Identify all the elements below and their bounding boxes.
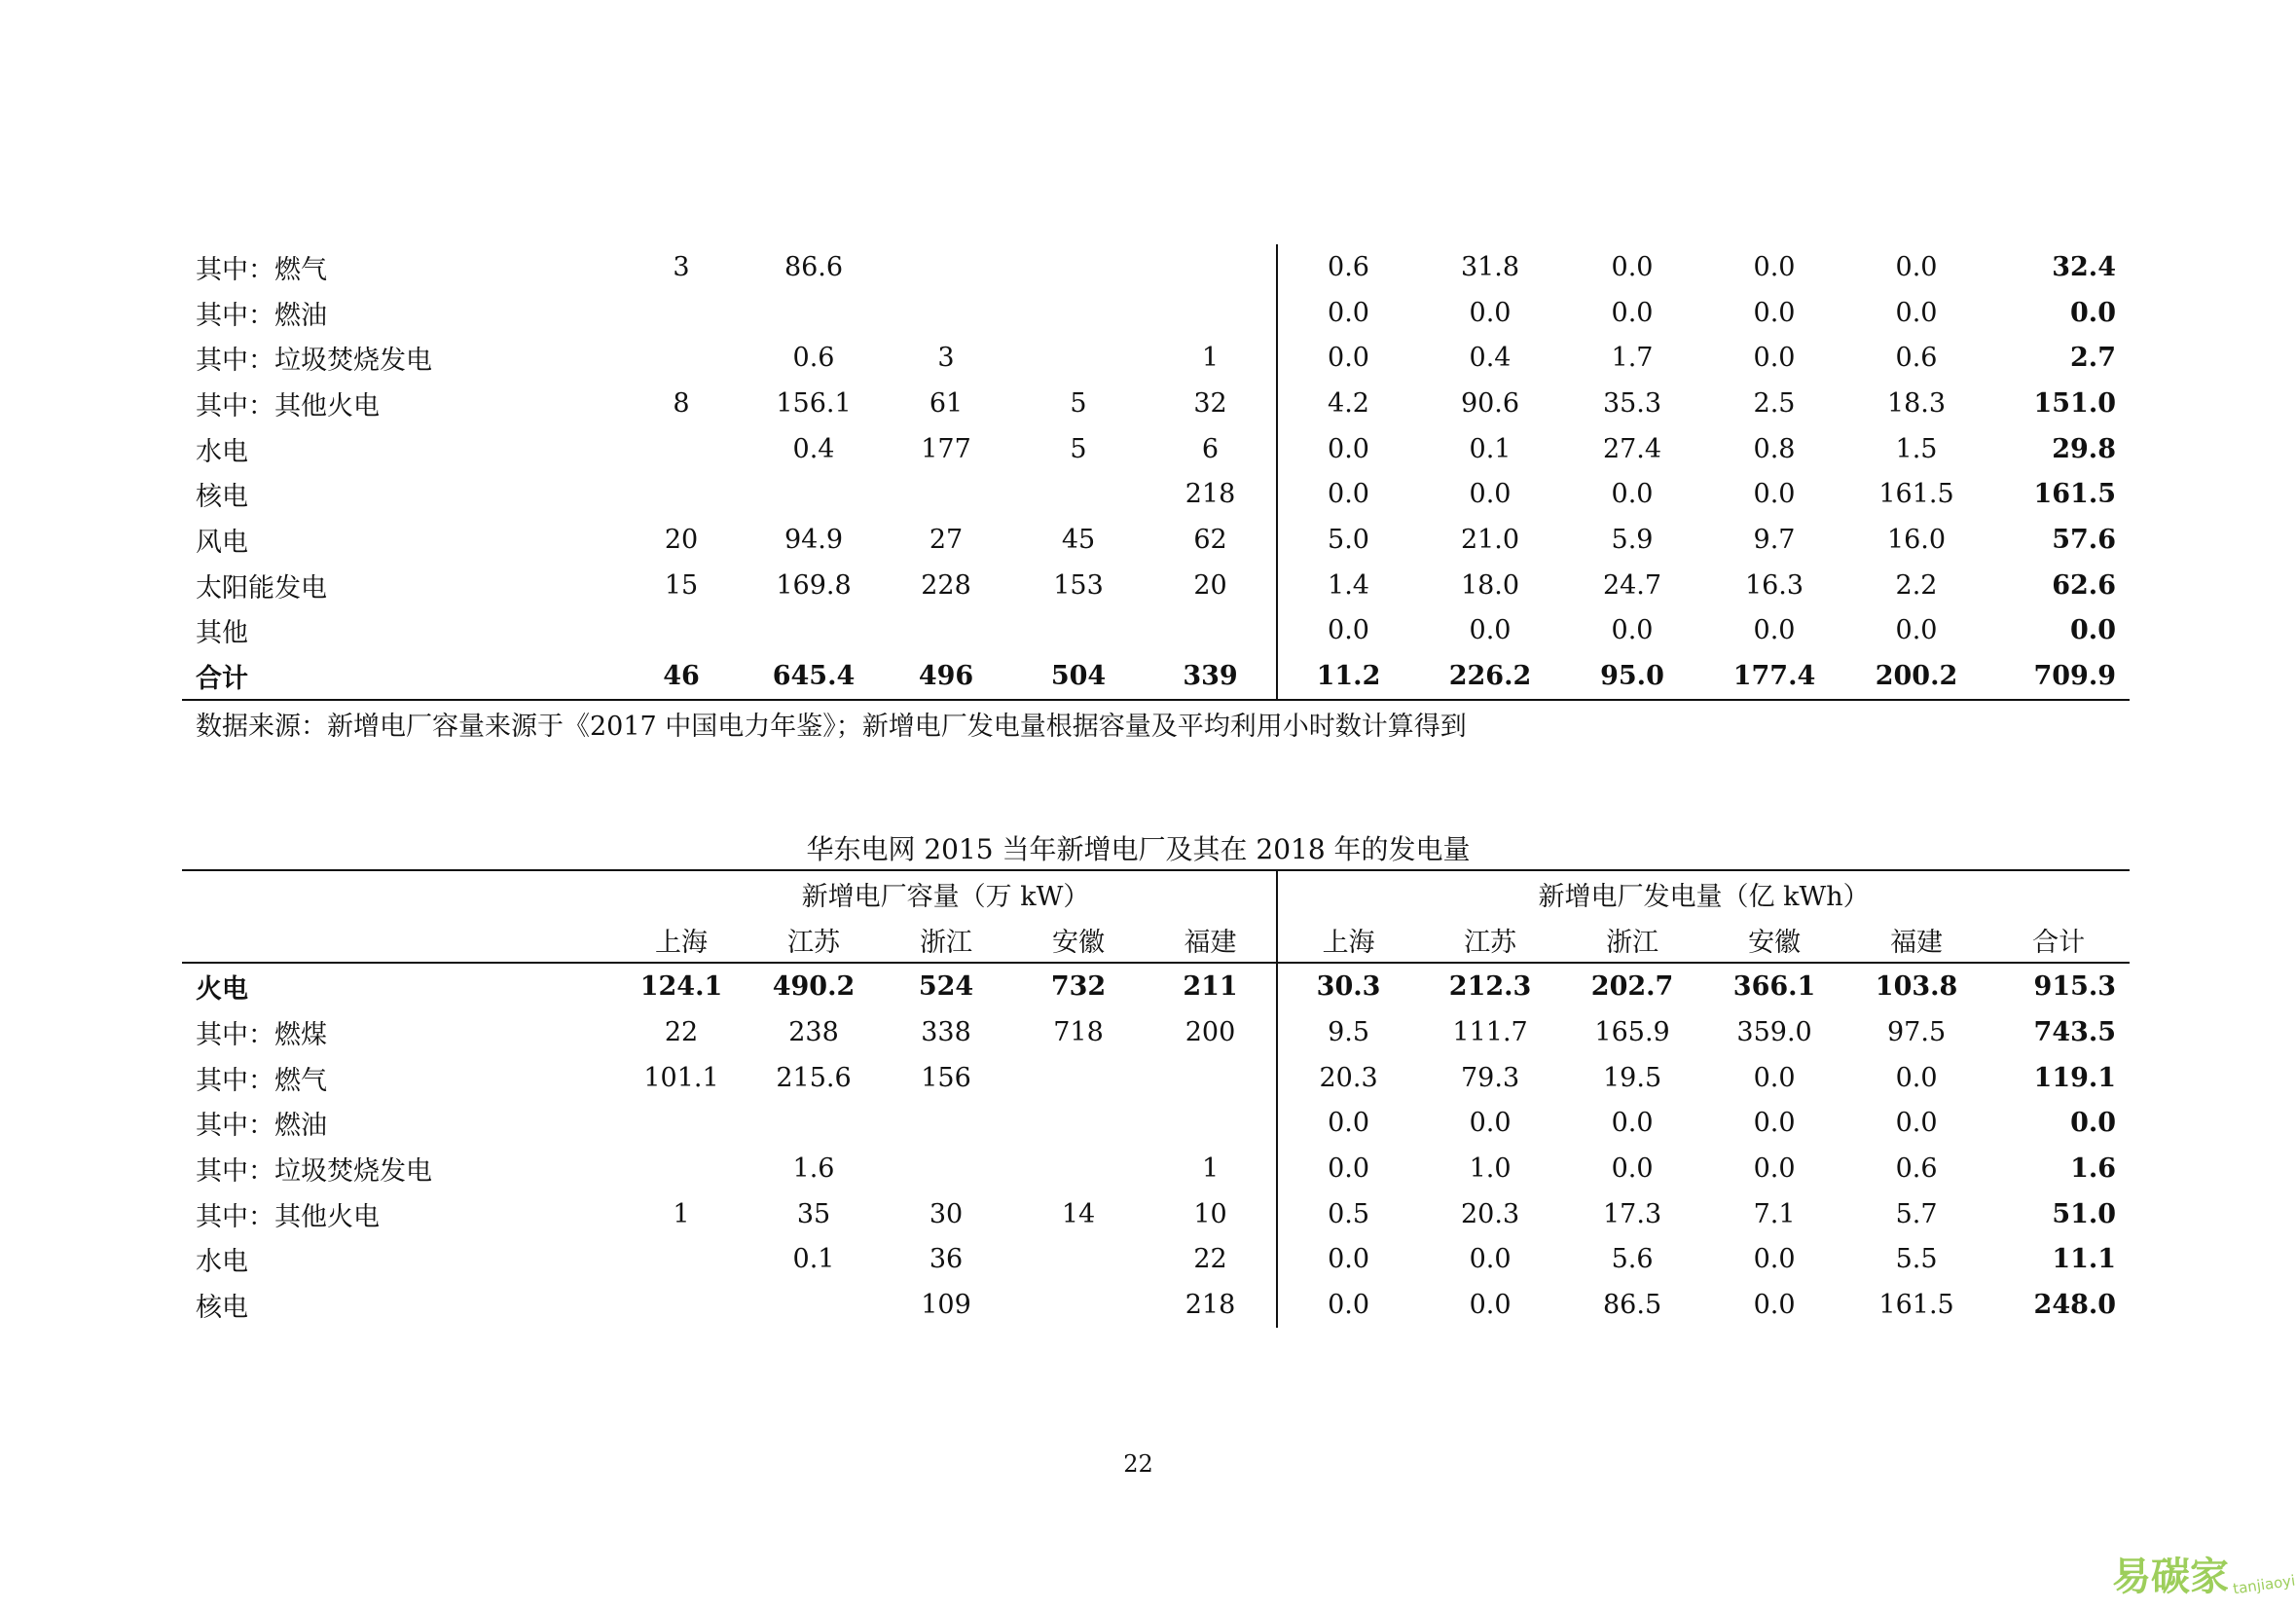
generation-cell: 0.0 bbox=[1469, 615, 1512, 646]
generation-cell: 0.0 bbox=[1611, 251, 1654, 282]
capacity-cell: 94.9 bbox=[784, 524, 844, 555]
capacity-cell: 86.6 bbox=[784, 251, 844, 282]
capacity-cell bbox=[880, 1100, 1012, 1146]
capacity-cell: 211 bbox=[1183, 971, 1238, 1003]
total-cell: 709.9 bbox=[1987, 653, 2130, 700]
generation-cell: 0.0 bbox=[1753, 1062, 1796, 1093]
capacity-cell: 200 bbox=[1184, 1016, 1236, 1047]
generation-cell: 0.0 bbox=[1895, 1062, 1938, 1093]
generation-cell: 20.3 bbox=[1461, 1198, 1520, 1229]
generation-cell: 5.6 bbox=[1611, 1244, 1654, 1275]
generation-column-header: 浙江 bbox=[1561, 917, 1703, 964]
capacity-cell bbox=[1012, 244, 1145, 290]
generation-cell: 97.5 bbox=[1887, 1016, 1947, 1047]
capacity-cell: 153 bbox=[1053, 569, 1104, 601]
capacity-cell: 32 bbox=[1193, 387, 1227, 419]
capacity-cell: 490.2 bbox=[772, 971, 856, 1003]
capacity-cell bbox=[615, 1146, 747, 1191]
total-cell: 915.3 bbox=[2033, 971, 2117, 1003]
generation-column-header: 福建 bbox=[1845, 917, 1987, 964]
generation-cell: 0.0 bbox=[1753, 1108, 1796, 1139]
generation-cell: 0.0 bbox=[1611, 615, 1654, 646]
capacity-cell: 30 bbox=[929, 1198, 964, 1229]
generation-cell: 1.0 bbox=[1469, 1153, 1512, 1184]
generation-cell: 0.0 bbox=[1277, 1237, 1419, 1283]
capacity-cell: 101.1 bbox=[643, 1062, 719, 1093]
capacity-cell bbox=[1012, 1282, 1145, 1328]
generation-cell: 0.5 bbox=[1277, 1191, 1419, 1237]
generation-cell: 4.2 bbox=[1277, 381, 1419, 426]
generation-cell: 79.3 bbox=[1461, 1062, 1520, 1093]
capacity-cell: 6 bbox=[1201, 433, 1220, 464]
table2-group-header-row bbox=[182, 870, 2130, 917]
generation-cell: 9.7 bbox=[1753, 524, 1796, 555]
table2-column-header-row bbox=[182, 917, 2130, 964]
generation-cell: 0.0 bbox=[1611, 297, 1654, 328]
generation-cell: 0.0 bbox=[1753, 615, 1796, 646]
capacity-cell: 22 bbox=[664, 1016, 699, 1047]
capacity-cell: 732 bbox=[1050, 971, 1107, 1003]
generation-cell: 31.8 bbox=[1460, 251, 1520, 282]
generation-cell: 2.2 bbox=[1895, 569, 1938, 601]
generation-cell: 0.0 bbox=[1469, 297, 1512, 328]
capacity-cell: 22 bbox=[1193, 1244, 1227, 1275]
generation-cell: 0.0 bbox=[1469, 1244, 1512, 1275]
capacity-cell: 1 bbox=[1201, 343, 1220, 374]
capacity-cell bbox=[615, 290, 747, 336]
capacity-cell bbox=[880, 471, 1012, 517]
capacity-cell bbox=[1145, 244, 1277, 290]
generation-cell: 16.0 bbox=[1886, 524, 1947, 555]
capacity-cell: 218 bbox=[1184, 1290, 1236, 1321]
generation-cell: 200.2 bbox=[1845, 653, 1987, 700]
total-cell: 0.0 bbox=[2070, 297, 2116, 328]
capacity-cell: 0.6 bbox=[792, 343, 835, 374]
capacity-cell: 36 bbox=[929, 1244, 964, 1275]
generation-cell: 0.0 bbox=[1277, 1146, 1419, 1191]
row-label: 风电 bbox=[196, 527, 248, 558]
capacity-cell: 1 bbox=[1201, 1153, 1220, 1184]
generation-cell: 5.0 bbox=[1277, 517, 1419, 563]
generation-cell: 24.7 bbox=[1602, 569, 1662, 601]
capacity-cell: 215.6 bbox=[776, 1062, 852, 1093]
row-label: 水电 bbox=[196, 1247, 248, 1278]
capacity-cell bbox=[880, 290, 1012, 336]
generation-cell: 95.0 bbox=[1561, 653, 1703, 700]
total-cell: 11.1 bbox=[2052, 1244, 2117, 1275]
empty-header-cell bbox=[182, 870, 615, 917]
capacity-cell bbox=[615, 1237, 747, 1283]
generation-cell: 103.8 bbox=[1875, 971, 1958, 1003]
generation-cell: 11.2 bbox=[1277, 653, 1419, 700]
capacity-cell: 5 bbox=[1070, 387, 1087, 419]
capacity-cell bbox=[747, 290, 880, 336]
generation-cell: 0.0 bbox=[1611, 479, 1654, 510]
total-cell: 1.6 bbox=[2070, 1153, 2117, 1184]
total-cell: 248.0 bbox=[2033, 1290, 2117, 1321]
generation-column-header: 上海 bbox=[1277, 917, 1419, 964]
capacity-cell: 14 bbox=[1061, 1198, 1096, 1229]
capacity-column-header: 安徽 bbox=[1012, 917, 1145, 964]
table-row bbox=[182, 1146, 2130, 1191]
generation-cell: 35.3 bbox=[1602, 387, 1662, 419]
total-cell: 119.1 bbox=[2033, 1062, 2117, 1093]
capacity-cell bbox=[880, 608, 1012, 654]
table-row bbox=[182, 563, 2130, 608]
generation-cell: 0.8 bbox=[1753, 433, 1796, 464]
row-label: 其中：燃煤 bbox=[196, 1019, 327, 1050]
watermark-url: tanjiaoyi bbox=[2232, 1571, 2296, 1598]
row-label: 其中：其他火电 bbox=[196, 390, 380, 421]
generation-cell: 20.3 bbox=[1277, 1055, 1419, 1101]
data-source-note: 数据来源：新增电厂容量来源于《2017 中国电力年鉴》；新增电厂发电量根据容量及平均利用小时数计算得到 bbox=[196, 712, 1467, 742]
capacity-cell bbox=[1145, 290, 1277, 336]
generation-cell: 0.0 bbox=[1753, 1153, 1796, 1184]
capacity-cell: 338 bbox=[921, 1016, 971, 1047]
row-label: 水电 bbox=[196, 436, 248, 467]
generation-cell: 17.3 bbox=[1603, 1198, 1662, 1229]
table-row bbox=[182, 517, 2130, 563]
generation-cell: 0.0 bbox=[1753, 1290, 1796, 1321]
capacity-cell bbox=[1012, 1055, 1145, 1101]
table1 bbox=[182, 244, 2130, 701]
capacity-cell: 15 bbox=[664, 569, 699, 601]
capacity-cell: 0.4 bbox=[792, 433, 835, 464]
capacity-cell bbox=[1145, 1100, 1277, 1146]
capacity-cell bbox=[1012, 1100, 1145, 1146]
row-label: 其中：垃圾焚烧发电 bbox=[196, 1155, 432, 1187]
capacity-cell: 61 bbox=[929, 387, 964, 419]
table2-caption: 华东电网 2015 当年新增电厂及其在 2018 年的发电量 bbox=[806, 833, 1471, 865]
generation-cell: 0.0 bbox=[1469, 479, 1512, 510]
table-row bbox=[182, 244, 2130, 290]
total-column-header: 合计 bbox=[1987, 917, 2130, 964]
capacity-column-header: 浙江 bbox=[880, 917, 1012, 964]
table-row bbox=[182, 1009, 2130, 1055]
generation-group-header: 新增电厂发电量（亿 kWh） bbox=[1277, 870, 2130, 917]
generation-cell: 7.1 bbox=[1753, 1198, 1796, 1229]
table-row bbox=[182, 1055, 2130, 1101]
row-label: 合计 bbox=[182, 653, 615, 700]
generation-cell: 18.3 bbox=[1886, 387, 1947, 419]
table-row bbox=[182, 1100, 2130, 1146]
row-label: 其中：燃气 bbox=[196, 1065, 327, 1096]
total-cell: 32.4 bbox=[2052, 251, 2116, 282]
capacity-cell bbox=[1012, 471, 1145, 517]
generation-cell: 0.0 bbox=[1277, 608, 1419, 654]
capacity-cell: 169.8 bbox=[776, 569, 852, 601]
generation-column-header: 安徽 bbox=[1703, 917, 1845, 964]
generation-cell: 177.4 bbox=[1703, 653, 1845, 700]
generation-cell: 0.0 bbox=[1895, 615, 1938, 646]
capacity-cell: 228 bbox=[921, 569, 971, 601]
generation-cell: 202.7 bbox=[1590, 971, 1674, 1003]
generation-cell: 0.1 bbox=[1469, 433, 1512, 464]
row-label: 其中：燃油 bbox=[196, 300, 327, 331]
capacity-cell bbox=[880, 244, 1012, 290]
capacity-group-header: 新增电厂容量（万 kW） bbox=[615, 870, 1277, 917]
generation-cell: 0.0 bbox=[1469, 1108, 1512, 1139]
generation-cell: 212.3 bbox=[1448, 971, 1532, 1003]
generation-cell: 1.7 bbox=[1611, 343, 1654, 374]
capacity-cell bbox=[615, 471, 747, 517]
capacity-cell: 124.1 bbox=[639, 971, 723, 1003]
table-row bbox=[182, 608, 2130, 654]
generation-cell: 5.7 bbox=[1895, 1198, 1938, 1229]
capacity-cell bbox=[1012, 608, 1145, 654]
capacity-cell: 62 bbox=[1193, 524, 1227, 555]
generation-cell: 0.6 bbox=[1277, 244, 1419, 290]
capacity-cell: 10 bbox=[1193, 1198, 1227, 1229]
table-row bbox=[182, 335, 2130, 381]
row-label: 其中：其他火电 bbox=[196, 1201, 380, 1232]
capacity-cell: 339 bbox=[1145, 653, 1277, 700]
capacity-cell: 46 bbox=[615, 653, 747, 700]
total-cell: 57.6 bbox=[2052, 524, 2116, 555]
watermark-brand: 易碳家 bbox=[2112, 1555, 2229, 1599]
capacity-cell: 5 bbox=[1070, 433, 1087, 464]
table-row bbox=[182, 426, 2130, 472]
generation-cell: 1.5 bbox=[1895, 433, 1938, 464]
capacity-cell bbox=[615, 1100, 747, 1146]
generation-cell: 0.4 bbox=[1469, 343, 1512, 374]
capacity-cell: 20 bbox=[664, 524, 699, 555]
generation-cell: 226.2 bbox=[1419, 653, 1561, 700]
capacity-cell: 524 bbox=[918, 971, 974, 1003]
total-cell: 2.7 bbox=[2070, 343, 2116, 374]
table-row bbox=[182, 1237, 2130, 1283]
generation-cell: 0.0 bbox=[1895, 251, 1938, 282]
table-row bbox=[182, 290, 2130, 336]
empty-header-cell bbox=[182, 917, 615, 964]
capacity-cell bbox=[615, 426, 747, 472]
table-row bbox=[182, 1191, 2130, 1237]
generation-cell: 0.0 bbox=[1277, 1282, 1419, 1328]
generation-cell: 0.0 bbox=[1611, 1153, 1654, 1184]
capacity-cell: 109 bbox=[921, 1290, 971, 1321]
capacity-cell: 0.1 bbox=[792, 1244, 835, 1275]
capacity-cell bbox=[1145, 608, 1277, 654]
total-cell: 51.0 bbox=[2052, 1198, 2117, 1229]
generation-cell: 0.0 bbox=[1277, 471, 1419, 517]
row-label: 核电 bbox=[196, 1293, 248, 1324]
total-cell: 62.6 bbox=[2052, 569, 2116, 601]
row-label: 其中：燃油 bbox=[196, 1111, 327, 1142]
table-row bbox=[182, 653, 2130, 700]
generation-cell: 0.0 bbox=[1753, 251, 1796, 282]
capacity-cell bbox=[1012, 1146, 1145, 1191]
generation-cell: 19.5 bbox=[1603, 1062, 1662, 1093]
capacity-cell bbox=[615, 1282, 747, 1328]
capacity-cell: 1.6 bbox=[792, 1153, 835, 1184]
capacity-cell bbox=[747, 608, 880, 654]
capacity-cell: 3 bbox=[673, 251, 690, 282]
total-cell: 0.0 bbox=[2070, 1108, 2117, 1139]
capacity-cell: 20 bbox=[1193, 569, 1227, 601]
generation-cell: 90.6 bbox=[1460, 387, 1520, 419]
capacity-cell: 645.4 bbox=[747, 653, 880, 700]
capacity-cell bbox=[1012, 335, 1145, 381]
table-row bbox=[182, 1282, 2130, 1328]
generation-cell: 2.5 bbox=[1753, 387, 1796, 419]
total-cell: 0.0 bbox=[2070, 615, 2116, 646]
capacity-cell: 218 bbox=[1184, 479, 1236, 510]
capacity-cell: 238 bbox=[788, 1016, 839, 1047]
generation-cell: 16.3 bbox=[1744, 569, 1804, 601]
total-cell: 161.5 bbox=[2033, 479, 2116, 510]
capacity-cell: 156.1 bbox=[776, 387, 852, 419]
generation-cell: 0.0 bbox=[1895, 1108, 1938, 1139]
capacity-cell: 1 bbox=[673, 1198, 690, 1229]
capacity-cell: 504 bbox=[1012, 653, 1145, 700]
generation-cell: 27.4 bbox=[1602, 433, 1662, 464]
capacity-cell bbox=[1012, 1237, 1145, 1283]
generation-cell: 21.0 bbox=[1460, 524, 1520, 555]
generation-cell: 0.0 bbox=[1277, 290, 1419, 336]
capacity-cell bbox=[1012, 290, 1145, 336]
capacity-cell: 177 bbox=[921, 433, 971, 464]
capacity-cell: 27 bbox=[929, 524, 964, 555]
capacity-cell: 8 bbox=[673, 387, 690, 419]
capacity-cell bbox=[747, 1100, 880, 1146]
generation-cell: 0.0 bbox=[1469, 1290, 1512, 1321]
watermark-logo bbox=[2112, 1546, 2295, 1601]
row-label: 其他 bbox=[196, 618, 248, 649]
capacity-cell: 45 bbox=[1061, 524, 1096, 555]
row-label: 其中：燃气 bbox=[196, 254, 327, 285]
generation-cell: 0.0 bbox=[1277, 335, 1419, 381]
generation-cell: 0.0 bbox=[1753, 479, 1796, 510]
generation-cell: 0.0 bbox=[1277, 426, 1419, 472]
table-row bbox=[182, 963, 2130, 1009]
generation-cell: 366.1 bbox=[1732, 971, 1816, 1003]
generation-cell: 5.5 bbox=[1895, 1244, 1938, 1275]
total-cell: 743.5 bbox=[2033, 1016, 2117, 1047]
capacity-cell: 3 bbox=[937, 343, 955, 374]
generation-cell: 1.4 bbox=[1277, 563, 1419, 608]
capacity-cell: 156 bbox=[921, 1062, 971, 1093]
capacity-cell bbox=[615, 335, 747, 381]
generation-cell: 0.0 bbox=[1895, 297, 1938, 328]
generation-cell: 0.0 bbox=[1753, 297, 1796, 328]
generation-cell: 0.0 bbox=[1753, 1244, 1796, 1275]
generation-cell: 18.0 bbox=[1460, 569, 1520, 601]
table-row bbox=[182, 471, 2130, 517]
generation-cell: 165.9 bbox=[1594, 1016, 1670, 1047]
capacity-cell bbox=[1145, 1055, 1277, 1101]
generation-cell: 0.6 bbox=[1895, 1153, 1938, 1184]
table2 bbox=[182, 869, 2130, 1328]
generation-cell: 161.5 bbox=[1878, 1290, 1954, 1321]
capacity-cell: 718 bbox=[1053, 1016, 1104, 1047]
generation-cell: 0.0 bbox=[1753, 343, 1796, 374]
generation-cell: 0.6 bbox=[1895, 343, 1938, 374]
generation-cell: 30.3 bbox=[1277, 963, 1419, 1009]
generation-cell: 5.9 bbox=[1611, 524, 1654, 555]
generation-cell: 111.7 bbox=[1452, 1016, 1528, 1047]
page-number: 22 bbox=[1123, 1450, 1153, 1478]
generation-cell: 359.0 bbox=[1736, 1016, 1812, 1047]
generation-cell: 86.5 bbox=[1603, 1290, 1662, 1321]
row-label: 其中：垃圾焚烧发电 bbox=[196, 346, 432, 377]
generation-cell: 0.0 bbox=[1277, 1100, 1419, 1146]
capacity-column-header: 福建 bbox=[1145, 917, 1277, 964]
capacity-cell bbox=[615, 608, 747, 654]
capacity-column-header: 上海 bbox=[615, 917, 747, 964]
capacity-column-header: 江苏 bbox=[747, 917, 880, 964]
generation-cell: 0.0 bbox=[1611, 1108, 1654, 1139]
capacity-cell bbox=[747, 471, 880, 517]
generation-column-header: 江苏 bbox=[1419, 917, 1561, 964]
capacity-cell bbox=[747, 1282, 880, 1328]
generation-cell: 161.5 bbox=[1878, 479, 1954, 510]
row-label: 火电 bbox=[196, 974, 248, 1006]
capacity-cell: 35 bbox=[796, 1198, 831, 1229]
capacity-cell bbox=[880, 1146, 1012, 1191]
table-row bbox=[182, 381, 2130, 426]
total-cell: 29.8 bbox=[2052, 433, 2116, 464]
row-label: 核电 bbox=[196, 482, 248, 513]
row-label: 太阳能发电 bbox=[196, 572, 327, 604]
generation-cell: 9.5 bbox=[1277, 1009, 1419, 1055]
total-cell: 151.0 bbox=[2033, 387, 2116, 419]
capacity-cell: 496 bbox=[880, 653, 1012, 700]
